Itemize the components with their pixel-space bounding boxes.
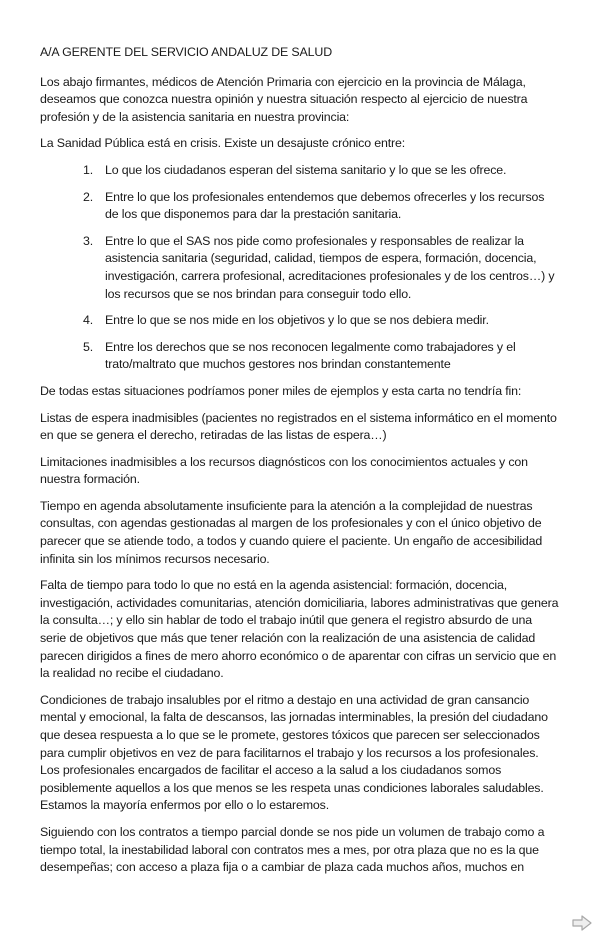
list-item bbox=[40, 312, 560, 330]
paragraph-diagnostic-limits: Limitaciones inadmisibles a los recursos diagnósticos con los conocimientos actuales y con nuestra formación. bbox=[40, 454, 528, 487]
list-item-text: Lo que los ciudadanos esperan del sistema sanitario y lo que se les ofrece. bbox=[105, 162, 507, 177]
list-item-number: 4. bbox=[83, 313, 94, 328]
list-item-number: 3. bbox=[83, 233, 94, 248]
paragraph-agenda-time: Tiempo en agenda absolutamente insuficiente para la atención a la complejidad de nuestras consultas, con agendas gestionadas al margen de los profesionales y con el único objetivo de parecer que se atiende todo, a todos y cuando quiere el paciente. Un engaño de accesibilidad infinita sin los mínimos recursos necesario. bbox=[40, 498, 543, 566]
letter-page bbox=[40, 44, 560, 886]
letter-heading: A/A GERENTE DEL SERVICIO ANDALUZ DE SALUD bbox=[40, 45, 332, 59]
list-item bbox=[40, 233, 560, 303]
mismatch-list bbox=[40, 162, 560, 374]
list-item-text: Entre los derechos que se nos reconocen legalmente como trabajadores y el trato/maltrato que muchos gestores nos brindan constantemente bbox=[105, 339, 516, 372]
list-item-text: Entre lo que los profesionales entendemos que debemos ofrecerles y los recursos de los que disponemos para dar la prestación sanitaria. bbox=[105, 189, 545, 222]
arrow-right-icon bbox=[571, 914, 593, 932]
list-item-number: 1. bbox=[83, 162, 94, 177]
list-item-text: Entre lo que se nos mide en los objetivos y lo que se nos debiera medir. bbox=[105, 313, 489, 328]
letter-intro: Los abajo firmantes, médicos de Atención Primaria con ejercicio en la provincia de Málaga, deseamos que conozca nuestra opinión y nuestra situación respecto al ejercicio de nuestra profesión y de la asistencia sanitaria en nuestra provincia: bbox=[40, 74, 528, 124]
paragraph-lack-of-time: Falta de tiempo para todo lo que no está en la agenda asistencial: formación, docencia, investigación, actividades comunitarias, atención domiciliaria, labores administrativas que genera la consulta…; y ello sin hablar de todo el trabajo inútil que genera el registro absurdo de una serie de objetivos que más que tener relación con la realización de una asistencia de calidad parecen dirigidos a fines de mero ahorro económico o de aparentar con cifras un servicio que en la realidad no recibe el ciudadano. bbox=[40, 578, 559, 681]
list-item-text: Entre lo que el SAS nos pide como profesionales y responsables de realizar la asistencia sanitaria (seguridad, calidad, tiempos de espera, formación, docencia, investigación, carrera profesional, acreditaciones profesionales y de los centros…) y los recursos que se nos brindan para conseguir todo ello. bbox=[105, 233, 555, 301]
list-item-number: 2. bbox=[83, 189, 94, 204]
list-item-number: 5. bbox=[83, 339, 94, 354]
crisis-statement: La Sanidad Pública está en crisis. Existe un desajuste crónico entre: bbox=[40, 136, 406, 151]
next-page-button[interactable] bbox=[571, 914, 593, 932]
list-item bbox=[40, 189, 560, 224]
paragraph-examples-intro: De todas estas situaciones podríamos poner miles de ejemplos y esta carta no tendría fin: bbox=[40, 383, 522, 398]
paragraph-waiting-lists: Listas de espera inadmisibles (pacientes no registrados en el sistema informático en el momento en que se genera el derecho, retiradas de las listas de espera…) bbox=[40, 410, 557, 443]
list-item bbox=[40, 339, 560, 374]
paragraph-working-conditions: Condiciones de trabajo insalubles por el ritmo a destajo en una actividad de gran cansancio mental y emocional, la falta de descansos, las jornadas interminables, la presión del ciudadano que desea respuesta a lo que se le promete, gestores tóxicos que parecen ser seleccionados para cumplir objetivos en vez de para facilitarnos el trabajo y los recursos a los profesionales. Los profesionales encargados de facilitar el acceso a la salud a los ciudadanos somos posiblemente aquellos a los que menos se les respeta unas condiciones laborales saludables. Estamos la mayoría enfermos por ello o lo estaremos. bbox=[40, 692, 548, 813]
list-item bbox=[40, 162, 560, 180]
paragraph-contracts: Siguiendo con los contratos a tiempo parcial donde se nos pide un volumen de trabajo como a tiempo total, la inestabilidad laboral con contratos mes a mes, por otra plaza que no es la que desempeñas; con acceso a plaza fija o a cambiar de plaza cada muchos años, muchos en bbox=[40, 824, 545, 875]
